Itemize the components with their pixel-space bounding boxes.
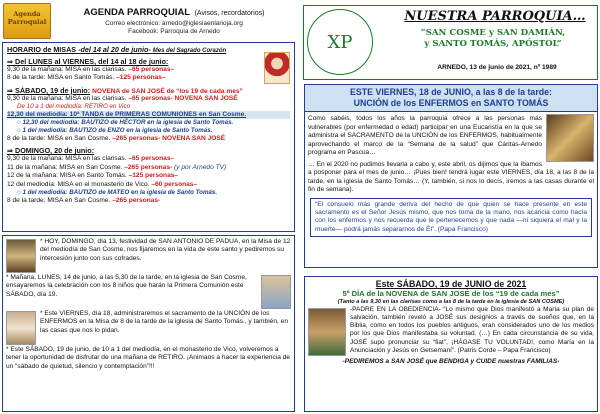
schedule-line: 12 de la mañana: MISA en Santo Tomás. –125 personas–: [7, 172, 179, 180]
schedule-line: 11 de la mañana: MISA en San Cosme. –265 personas- (y por Arnedo TV): [7, 163, 227, 171]
notice-item: * HOY, DOMINGO, día 13, festividad de SAN ANTONIO DE PADUA, en la Misa de 12 del mediodía de San Cosme, nos fijaremos en la vida de este santo y pediremos su intercesión junto con sus cofrades.: [6, 238, 291, 263]
schedule-line: 8 de la tarde: MISA en Santo Tomás. –125 personas–: [7, 74, 166, 82]
anointing-image: [6, 311, 36, 345]
friday-paragraph: Como sabéis, todos los años la parroquia ofrece a las personas más vulnerables (por enfermedad o edad) participar en una Eucaristía en la que se administra el SACRAMENTO de la UNCIÓN de los ENFERMOS, habitualmente aprovechando el marco de la “Semana de la salud” que Cáritas-Arnedo programa en Pascua…: [308, 115, 542, 156]
section-weekdays: ⇒ Del LUNES al VIERNES, del 14 al 18 de junio:: [7, 57, 169, 66]
schedule-line: 12,30 del mediodía: 10ª TANDA de PRIMERAS COMUNIONES en San Cosme.: [7, 111, 290, 119]
schedule-subline: ○ 1 del mediodía: BAUTIZO de MATEO en la iglesia de Santo Tomás.: [17, 189, 218, 197]
patris-corde-quote: -PADRE EN LA OBEDIENCIA- “Lo mismo que Dios manifestó a María su plan de salvación, también reveló a JOSÉ sus designios a través de sueños que, en la Biblia, como en todos los pueblos antiguos, eran considerados uno de los medios por los que Dios manifestaba su voluntad. (…) En cada circunstancia de su vida, JOSÉ supo pronunciar su “fiat”, ¡HÁGASE TU VOLUNTAD!, como María en la Anunciación y Jesús en Getsemaní”. (Patris Corde – Papa Francisco): [350, 305, 594, 354]
saturday-title: Este SÁBADO, 19 de JUNIO de 2021: [375, 279, 527, 289]
friday-paragraph: … En el 2020 no pudimos llevarla a cabo y, este abril, os dijimos que la íbamos a posponer para el mes de junio… ¡Pues bien! tendrá lugar este VIERNES, día 18, a las 8 de la tarde, en la iglesia de Santo Tomás… (Y, también, si nos lo decís, iremos a las casas durante el fin de semana).: [308, 160, 594, 193]
friday-anointing-box: [304, 84, 598, 268]
notices-box: [2, 235, 295, 412]
agenda-header: [55, 2, 293, 38]
agenda-facebook: Facebook: Parroquia de Arnedo: [128, 28, 220, 35]
saint-antonio-image: [6, 239, 36, 273]
pope-quote: “El consuelo más grande deriva del hecho de que quien se hace presente en este sacramento es el Señor Jesús mismo, que nos toma de la mano, nos acaricia como hacía con los enfermos y nos recuerda que le pertenecemos y que nada —ni siquiera el mal y la muerte— podrá jamás separarnos de Él”. (Papa Francisco): [310, 198, 592, 238]
schedule-line: 8 de la tarde: MISA en San Cosme. –265 personas- NOVENA SAN JOSÉ: [7, 135, 226, 143]
schedule-line: 12 del mediodía: MISA en el monasterio de Vico. –60 personas–: [7, 180, 198, 188]
mass-schedule: [2, 42, 295, 232]
san-jose-image: [308, 308, 346, 356]
holy-oil-image: [546, 114, 594, 162]
section-saturday: ⇒ SÁBADO, 19 de junio: NOVENA de SAN JOSÉ de “los 19 de cada mes”: [7, 85, 243, 95]
mass-schedule-header: HORARIO de MISAS -del 14 al 20 de junio- Mes del Sagrado Corazón: [7, 45, 227, 54]
schedule-line: 9,30 de la mañana: MISA en las clarisas. –65 personas–: [7, 155, 175, 163]
schedule-line: 9,30 de la mañana: MISA en las clarisas. –65 personas- NOVENA SAN JOSÉ: [7, 94, 238, 102]
parish-saints: “SAN COSME y SAN DAMIÁN, y SANTO TOMÁS, APÓSTOL”: [420, 28, 566, 49]
parish-seal-icon: XP: [307, 9, 373, 75]
section-sunday: ⇒ DOMINGO, 20 de junio:: [7, 146, 95, 156]
agenda-title: AGENDA PARROQUIAL (Avisos, recordatorios): [83, 7, 265, 18]
schedule-subline: ○ 1 del mediodía: BAUTIZO de ENZO en la iglesia de Santo Tomás.: [17, 127, 213, 135]
saturday-subtitle: 5º DÍA de la NOVENA de SAN JOSÉ de los “19 de cada mes”: [342, 289, 560, 298]
schedule-subline: ○ 12,30 del mediodía: BAUTIZO de HÉCTOR en la iglesia de Santo Tomás.: [17, 119, 234, 127]
issue-date: ARNEDO, 13 de junio de 2021, nº 1989: [437, 64, 557, 71]
notice-item: * Mañana, LUNES, 14 de junio, a las 5,30 de la tarde, en la iglesia de San Cosme, ensayaremos la celebración con los 8 niños que harán la Primera Comunión este SÁBADO, día 19.: [6, 274, 291, 299]
closing-prayer: -PEDIREMOS a SAN JOSÉ que BENDIGA y CUIDE nuestras FAMILIAS-: [342, 357, 560, 365]
parish-title: NUESTRA PARROQUIA…: [404, 9, 586, 24]
friday-title: ESTE VIERNES, 18 de JUNIO, a las 8 de la tarde: UNCIÓN de los ENFERMOS en SANTO TOMÁS: [305, 85, 597, 112]
agenda-logo: Agenda Parroquial: [3, 3, 51, 39]
schedule-subline: De 10 a 1 del mediodía: RETIRO en Vico: [17, 103, 131, 111]
sacred-heart-image: [264, 52, 290, 84]
agenda-email: Correo electrónico: arnedo@iglesiaenlarioja.org: [105, 20, 243, 27]
saturday-novena-box: [304, 276, 598, 412]
schedule-line: 8 de la tarde: MISA en San Cosme. –265 personas-: [7, 196, 161, 204]
notice-item: * Este VIERNES, día 18, administraremos el sacramento de la UNCIÓN de los ENFERMOS en la Misa de 8 de la tarde de la iglesia de Santo Tomás., y también, en las casas que nos lo pidan.: [6, 310, 291, 335]
schedule-line: 9,30 de la mañana: MISA en las clarisas. –65 personas–: [7, 66, 175, 73]
first-communion-image: [261, 275, 291, 309]
parish-header: [303, 5, 598, 80]
saturday-note: (Tanto a las 9,30 en las clarisas como a las 8 de la tarde en la iglesia de SAN COSME): [337, 298, 565, 305]
notice-item: * Este SÁBADO, 19 de junio, de 10 a 1 del mediodía, en el monasterio de Vico, volveremos a tener la oportunidad de disfrutar de una mañana de RETIRO. ¡Animaos a hacer la experiencia de un “sábado de quietud, silencio y contemplación”!!!: [6, 346, 291, 370]
